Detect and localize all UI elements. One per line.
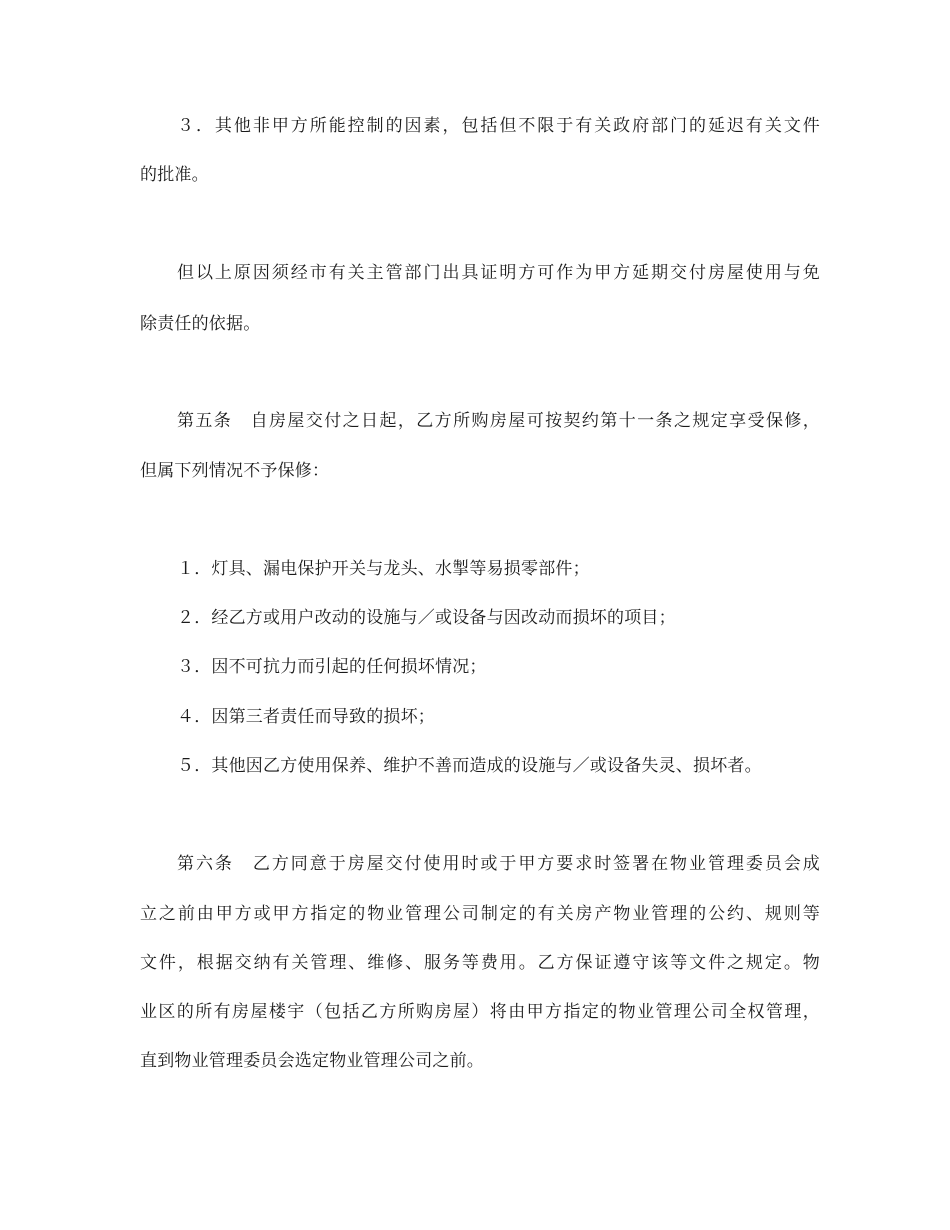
paragraph-line: 但属下列情况不予保修： — [140, 461, 330, 481]
paragraph-line: 除责任的依据。 — [140, 314, 261, 334]
paragraph-line: ３．其他非甲方所能控制的因素，包括但不限于有关政府部门的延迟有关文件 — [177, 116, 820, 136]
list-item: １．灯具、漏电保护开关与龙头、水掣等易损零部件； — [177, 559, 590, 579]
list-item: ３．因不可抗力而引起的任何损坏情况； — [177, 657, 487, 677]
list-item: ４．因第三者责任而导致的损坏； — [177, 707, 435, 727]
list-item: ２．经乙方或用户改动的设施与／或设备与因改动而损坏的项目； — [177, 608, 676, 628]
paragraph-line: 立之前由甲方或甲方指定的物业管理公司制定的有关房产物业管理的公约、规则等 — [140, 904, 820, 924]
paragraph-line: 但以上原因须经市有关主管部门出具证明方可作为甲方延期交付房屋使用与免 — [177, 263, 820, 283]
list-item: ５．其他因乙方使用保养、维护不善而造成的设施与／或设备失灵、损坏者。 — [177, 756, 762, 776]
article-heading-line: 第六条 乙方同意于房屋交付使用时或于甲方要求时签署在物业管理委员会成 — [177, 854, 820, 874]
paragraph-line: 直到物业管理委员会选定物业管理公司之前。 — [140, 1051, 484, 1071]
paragraph-line: 文件，根据交纳有关管理、维修、服务等费用。乙方保证遵守该等文件之规定。物 — [140, 953, 820, 973]
paragraph-line: 业区的所有房屋楼宇（包括乙方所购房屋）将由甲方指定的物业管理公司全权管理， — [140, 1002, 820, 1022]
article-heading-line: 第五条 自房屋交付之日起，乙方所购房屋可按契约第十一条之规定享受保修， — [177, 411, 820, 431]
paragraph-line: 的批准。 — [140, 165, 209, 185]
